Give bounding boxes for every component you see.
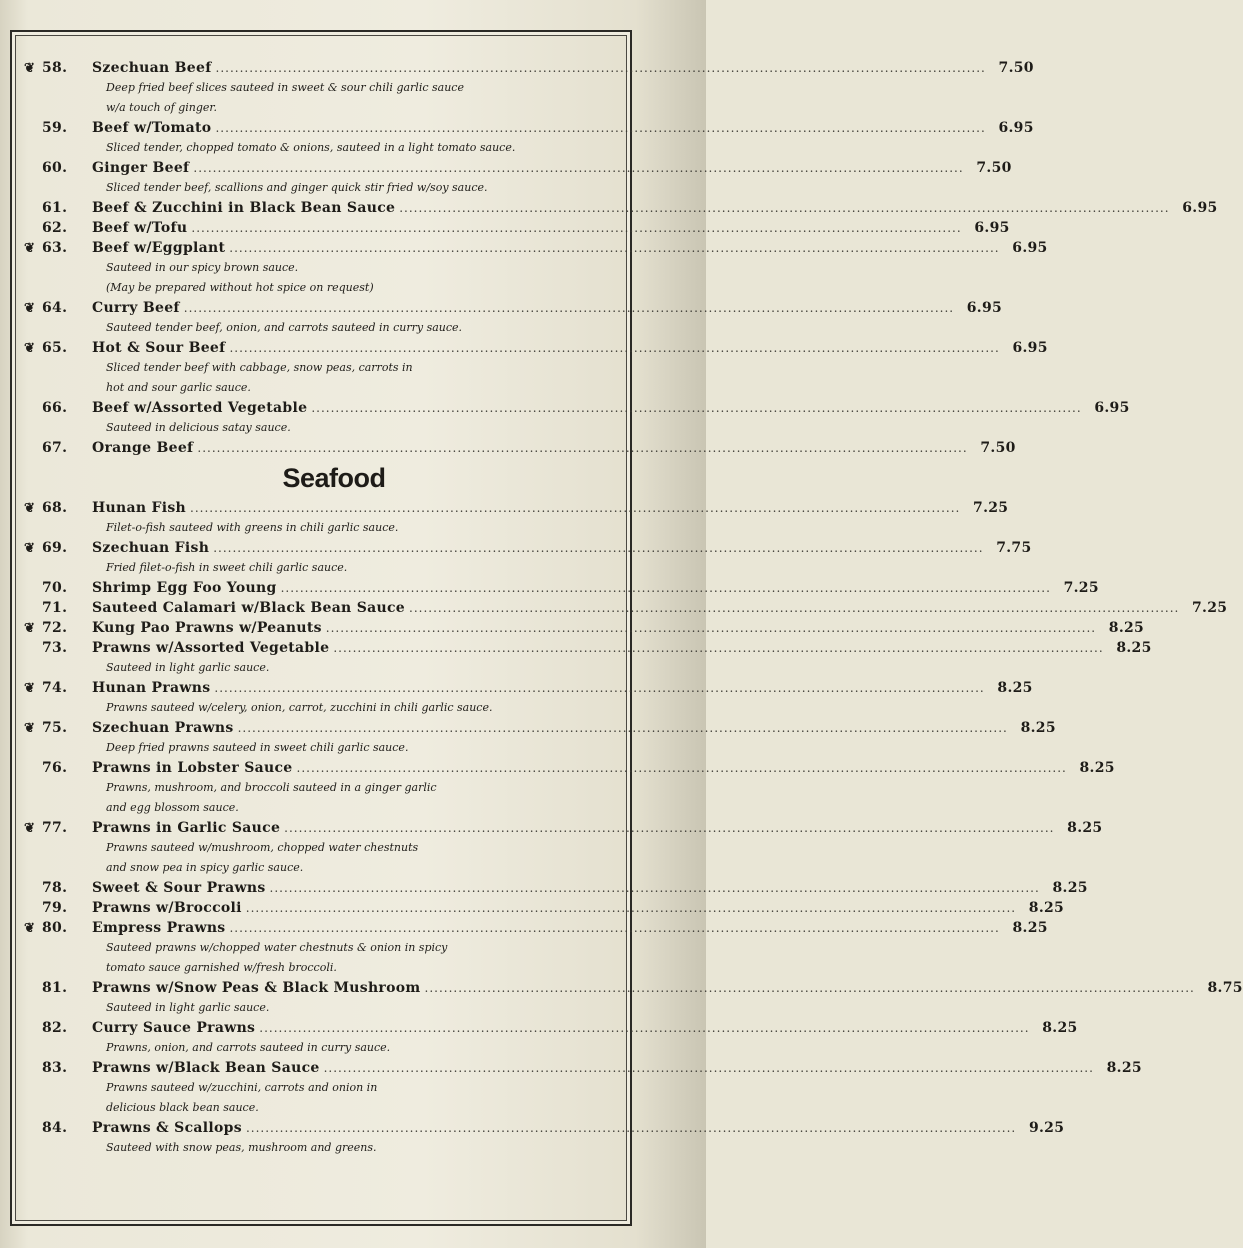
item-description: Sauteed in light garlic sauce. — [106, 661, 270, 674]
item-price: 6.95 — [1012, 240, 1048, 256]
item-number: 82. — [42, 1020, 68, 1036]
item-price: 6.95 — [974, 220, 1010, 236]
item-description: delicious black bean sauce. — [106, 1101, 259, 1114]
dot-leader: ................................................................................................................................................................ — [399, 201, 1170, 215]
menu-item — [24, 118, 1034, 158]
item-name: Hunan Prawns — [92, 680, 211, 696]
item-name: Hunan Fish — [92, 500, 187, 516]
item-price: 8.25 — [1106, 1060, 1142, 1076]
item-name: Szechuan Prawns — [92, 720, 234, 736]
item-name: Prawns w/Snow Peas & Black Mushroom — [92, 980, 421, 996]
menu-item-row — [24, 398, 1130, 418]
item-price: 8.25 — [1079, 760, 1115, 776]
dot-leader: ................................................................................................................................................................ — [191, 221, 962, 235]
dot-leader: ................................................................................................................................................................ — [269, 881, 1040, 895]
menu-item — [24, 1018, 1078, 1058]
item-number: 70. — [42, 580, 68, 596]
item-number: 77. — [42, 820, 68, 836]
item-number: 69. — [42, 540, 68, 556]
hot-pepper-icon: ❦ — [24, 721, 36, 736]
item-number: 78. — [42, 880, 68, 896]
menu-list — [24, 58, 1243, 1158]
item-description: Fried filet-o-fish in sweet chili garlic sauce. — [106, 561, 348, 574]
item-name: Orange Beef — [92, 440, 194, 456]
item-description: Prawns sauteed w/mushroom, chopped water chestnuts — [106, 841, 419, 854]
item-name: Beef w/Tofu — [92, 220, 188, 236]
menu-item-row — [24, 118, 1034, 138]
menu-item — [24, 978, 1243, 1018]
menu-item-row — [24, 58, 1034, 78]
menu-item — [24, 158, 1012, 198]
item-number: 62. — [42, 220, 68, 236]
item-number: 60. — [42, 160, 68, 176]
item-description: Prawns, onion, and carrots sauteed in curry sauce. — [106, 1041, 391, 1054]
item-name: Szechuan Beef — [92, 60, 212, 76]
menu-item-row — [24, 758, 1115, 778]
hot-pepper-icon: ❦ — [24, 541, 36, 556]
menu-item-row — [24, 338, 1048, 358]
item-name: Sweet & Sour Prawns — [92, 880, 266, 896]
item-number: 68. — [42, 500, 68, 516]
menu-item-row — [24, 538, 1032, 558]
item-number: 71. — [42, 600, 68, 616]
menu-item-row — [24, 718, 1056, 738]
item-name: Prawns in Lobster Sauce — [92, 760, 293, 776]
item-number: 66. — [42, 400, 68, 416]
item-number: 83. — [42, 1060, 68, 1076]
dot-leader: ................................................................................................................................................................ — [229, 921, 1000, 935]
menu-item — [24, 218, 1010, 238]
dot-leader: ................................................................................................................................................................ — [325, 621, 1097, 635]
item-name: Curry Beef — [92, 300, 180, 316]
item-number: 75. — [42, 720, 68, 736]
item-price: 8.25 — [1020, 720, 1056, 736]
item-price: 7.25 — [973, 500, 1009, 516]
item-number: 79. — [42, 900, 68, 916]
item-name: Beef w/Assorted Vegetable — [92, 400, 308, 416]
item-description: Sauteed in delicious satay sauce. — [106, 421, 291, 434]
dot-leader: ................................................................................................................................................................ — [215, 121, 986, 135]
item-price: 8.25 — [1042, 1020, 1078, 1036]
item-price: 6.95 — [1182, 200, 1218, 216]
dot-leader: ................................................................................................................................................................ — [311, 401, 1082, 415]
dot-leader: ................................................................................................................................................................ — [284, 821, 1055, 835]
hot-pepper-icon: ❦ — [24, 921, 36, 936]
item-price: 8.25 — [1108, 620, 1145, 636]
item-price: 7.75 — [996, 540, 1032, 556]
dot-leader: ................................................................................................................................................................ — [214, 681, 985, 695]
hot-pepper-icon: ❦ — [24, 341, 36, 356]
menu-item — [24, 398, 1130, 438]
item-description: Sliced tender beef, scallions and ginger quick stir fried w/soy sauce. — [106, 181, 488, 194]
item-name: Curry Sauce Prawns — [92, 1020, 256, 1036]
item-description: Sauteed with snow peas, mushroom and greens. — [106, 1141, 377, 1154]
menu-item-row — [24, 198, 1218, 218]
menu-item-row — [24, 578, 1099, 598]
menu-item — [24, 898, 1065, 918]
menu-item — [24, 538, 1032, 578]
hot-pepper-icon: ❦ — [24, 301, 36, 316]
section-title-seafood: Seafood — [282, 463, 386, 493]
item-price: 8.75 — [1207, 980, 1243, 996]
item-number: 58. — [42, 60, 68, 76]
item-price: 6.95 — [1012, 340, 1048, 356]
item-description: and egg blossom sauce. — [106, 801, 239, 814]
item-name: Prawns & Scallops — [92, 1120, 242, 1136]
item-description: Sliced tender, chopped tomato & onions, sauteed in a light tomato sauce. — [106, 141, 516, 154]
dot-leader: ................................................................................................................................................................ — [245, 1121, 1017, 1135]
item-number: 74. — [42, 680, 68, 696]
item-name: Beef w/Eggplant — [92, 240, 226, 256]
menu-item — [24, 918, 1048, 978]
item-name: Shrimp Egg Foo Young — [92, 580, 277, 596]
dot-leader: ................................................................................................................................................................ — [333, 641, 1104, 655]
menu-item — [24, 238, 1048, 298]
item-description: Prawns sauteed w/zucchini, carrots and onion in — [106, 1081, 378, 1094]
item-price: 8.25 — [1028, 900, 1065, 916]
menu-item-row — [24, 918, 1048, 938]
menu-item — [24, 338, 1048, 398]
menu-item-row — [24, 598, 1228, 618]
item-name: Empress Prawns — [92, 920, 226, 936]
menu-item-row — [24, 1118, 1065, 1138]
item-description: hot and sour garlic sauce. — [106, 381, 251, 394]
item-name: Hot & Sour Beef — [92, 340, 226, 356]
dot-leader: ................................................................................................................................................................ — [259, 1021, 1030, 1035]
item-description: Prawns, mushroom, and broccoli sauteed in a ginger garlic — [106, 781, 437, 794]
item-number: 84. — [42, 1120, 68, 1136]
hot-pepper-icon: ❦ — [24, 241, 36, 256]
item-price: 8.25 — [1067, 820, 1103, 836]
menu-item — [24, 598, 1228, 618]
item-price: 8.25 — [1052, 880, 1088, 896]
menu-item — [24, 298, 1003, 338]
item-name: Sauteed Calamari w/Black Bean Sauce — [92, 600, 406, 616]
item-number: 65. — [42, 340, 68, 356]
menu-item — [24, 878, 1088, 898]
menu-item-row — [24, 678, 1033, 698]
menu-item — [24, 198, 1218, 218]
item-name: Szechuan Fish — [92, 540, 210, 556]
dot-leader: ................................................................................................................................................................ — [215, 61, 986, 75]
hot-pepper-icon: ❦ — [24, 621, 36, 636]
item-description: tomato sauce garnished w/fresh broccoli. — [106, 961, 337, 974]
item-price: 6.95 — [998, 120, 1034, 136]
item-description: Sauteed prawns w/chopped water chestnuts & onion in spicy — [106, 941, 448, 954]
dot-leader: ................................................................................................................................................................ — [229, 341, 1000, 355]
hot-pepper-icon: ❦ — [24, 61, 36, 76]
item-price: 8.25 — [1116, 640, 1152, 656]
item-price: 6.95 — [1094, 400, 1130, 416]
menu-item — [24, 718, 1056, 758]
menu-item-row — [24, 298, 1003, 318]
item-name: Beef & Zucchini in Black Bean Sauce — [92, 200, 396, 216]
item-name: Prawns w/Assorted Vegetable — [92, 640, 330, 656]
item-price: 8.25 — [997, 680, 1033, 696]
menu-item-row — [24, 638, 1152, 658]
item-description: Prawns sauteed w/celery, onion, carrot, zucchini in chili garlic sauce. — [106, 701, 493, 714]
item-price: 9.25 — [1028, 1120, 1065, 1136]
item-price: 7.25 — [1063, 580, 1099, 596]
menu-item — [24, 618, 1145, 638]
item-name: Ginger Beef — [92, 160, 190, 176]
dot-leader: ................................................................................................................................................................ — [213, 541, 984, 555]
hot-pepper-icon: ❦ — [24, 821, 36, 836]
item-description: and snow pea in spicy garlic sauce. — [106, 861, 304, 874]
item-number: 81. — [42, 980, 68, 996]
item-description: Sliced tender beef with cabbage, snow peas, carrots in — [106, 361, 413, 374]
menu-item-row — [24, 498, 1009, 518]
menu-item-row — [24, 438, 1016, 458]
menu-item — [24, 818, 1103, 878]
item-description: Deep fried beef slices sauteed in sweet & sour chili garlic sauce — [106, 81, 464, 94]
menu-item — [24, 578, 1099, 598]
item-name: Prawns w/Broccoli — [92, 900, 242, 916]
dot-leader: ................................................................................................................................................................ — [424, 981, 1195, 995]
dot-leader: ................................................................................................................................................................ — [323, 1061, 1094, 1075]
seafood-section — [24, 498, 1243, 1158]
menu-item-row — [24, 818, 1103, 838]
dot-leader: ................................................................................................................................................................ — [237, 721, 1008, 735]
dot-leader: ................................................................................................................................................................ — [183, 301, 955, 315]
menu-item-row — [24, 978, 1243, 998]
item-name: Prawns in Garlic Sauce — [92, 820, 281, 836]
menu-item-row — [24, 218, 1010, 238]
menu-item-row — [24, 1018, 1078, 1038]
item-number: 64. — [42, 300, 68, 316]
menu-item-row — [24, 898, 1065, 918]
menu-item-row — [24, 238, 1048, 258]
menu-item — [24, 678, 1033, 718]
item-description: w/a touch of ginger. — [106, 101, 217, 114]
menu-item-row — [24, 618, 1145, 638]
dot-leader: ................................................................................................................................................................ — [245, 901, 1017, 915]
item-name: Prawns w/Black Bean Sauce — [92, 1060, 320, 1076]
item-number: 80. — [42, 920, 68, 936]
dot-leader: ................................................................................................................................................................ — [190, 501, 961, 515]
item-description: Sauteed in light garlic sauce. — [106, 1001, 270, 1014]
item-description: (May be prepared without hot spice on request) — [106, 281, 374, 294]
hot-pepper-icon: ❦ — [24, 501, 36, 516]
dot-leader: ................................................................................................................................................................ — [229, 241, 1000, 255]
item-price: 8.25 — [1012, 920, 1048, 936]
item-number: 61. — [42, 200, 68, 216]
menu-item-row — [24, 1058, 1142, 1078]
item-description: Filet-o-fish sauteed with greens in chili garlic sauce. — [106, 521, 399, 534]
item-number: 73. — [42, 640, 68, 656]
menu-item — [24, 638, 1152, 678]
dot-leader: ................................................................................................................................................................ — [296, 761, 1067, 775]
menu-item — [24, 498, 1009, 538]
item-number: 59. — [42, 120, 68, 136]
item-number: 67. — [42, 440, 68, 456]
dot-leader: ................................................................................................................................................................ — [197, 441, 968, 455]
item-description: Deep fried prawns sauteed in sweet chili garlic sauce. — [106, 741, 409, 754]
beef-section — [24, 58, 1218, 458]
item-description: Sauteed tender beef, onion, and carrots sauteed in curry sauce. — [106, 321, 463, 334]
hot-pepper-icon: ❦ — [24, 681, 36, 696]
menu-item — [24, 1118, 1065, 1158]
dot-leader: ................................................................................................................................................................ — [193, 161, 964, 175]
menu-item — [24, 438, 1016, 458]
menu-item — [24, 758, 1115, 818]
menu-item — [24, 1058, 1142, 1118]
item-number: 63. — [42, 240, 68, 256]
item-price: 6.95 — [966, 300, 1003, 316]
item-price: 7.50 — [998, 60, 1034, 76]
item-number: 76. — [42, 760, 68, 776]
dot-leader: ................................................................................................................................................................ — [280, 581, 1051, 595]
item-price: 7.50 — [980, 440, 1016, 456]
menu-item-row — [24, 878, 1088, 898]
dot-leader: ................................................................................................................................................................ — [409, 601, 1180, 615]
item-name: Beef w/Tomato — [92, 120, 212, 136]
item-description: Sauteed in our spicy brown sauce. — [106, 261, 299, 274]
item-price: 7.25 — [1192, 600, 1228, 616]
item-name: Kung Pao Prawns w/Peanuts — [92, 620, 322, 636]
item-price: 7.50 — [976, 160, 1012, 176]
menu-item-row — [24, 158, 1012, 178]
menu-item — [24, 58, 1034, 118]
item-number: 72. — [42, 620, 68, 636]
